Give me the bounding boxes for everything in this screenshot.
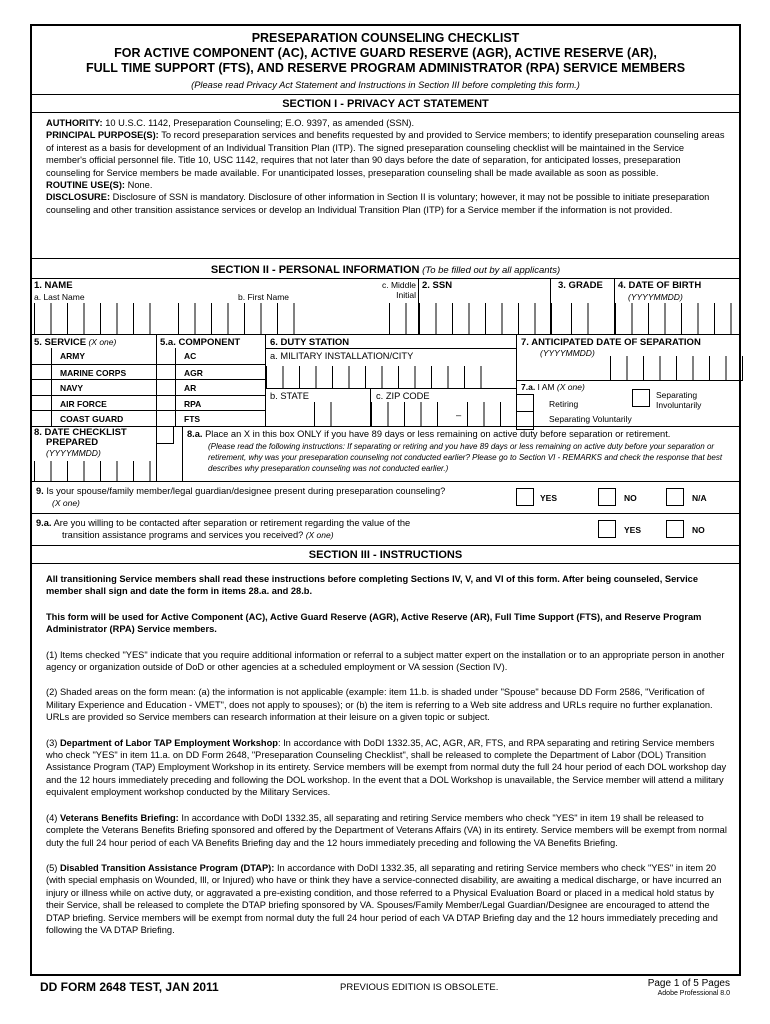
- last-name-field[interactable]: [34, 303, 166, 334]
- obsolete-notice: PREVIOUS EDITION IS OBSOLETE.: [340, 982, 499, 993]
- q9-no-label: NO: [624, 493, 637, 503]
- divider: [32, 94, 739, 95]
- dp-1: 8. DATE CHECKLIST: [34, 427, 127, 438]
- iam-text: I AM: [535, 382, 555, 392]
- service-options: [32, 348, 157, 426]
- iam-num: 7.a.: [521, 382, 536, 392]
- q8a-note: (Please read the following instructions: If separating or retiring and you have 89 days or less remaining on active duty before your separation or retirement, why was your preseparation counseling not conducted earlier? Please go to Section VI - REMARKS and check the response that best describes why preseparation counseling was not conducted earlier.): [208, 442, 723, 473]
- p3-text: : In accordance with DoDI 1332.35, AC, AGR, AR, FTS, and RPA separating and retiring Service members who check "YES" in item 11.a. on DD Form 2648, "Preseparation Counseling Checklist", shall be released to complete the Department of Labor (DOL) Transition Assistance Program (TAP) Employment Workshop in its entirety. Service members will be exempt from normal duty the full 24 hour period of each DOL workshop day and the 12 hours immediately preceding and following the DOL workshop. In the event that a DOL Workshop is unavailable, the Service member will attend a military equivalent employment workshop conducted by the Military Services.: [46, 737, 727, 798]
- page-number: Page 1 of 5 Pages: [647, 978, 730, 989]
- duty-station-label: 6. DUTY STATION: [270, 337, 350, 348]
- mi-2: Initial: [396, 290, 416, 300]
- q9a-label: Are you willing to be contacted after separation or retirement regarding the value of the: [51, 518, 411, 528]
- iam-note: (X one): [554, 382, 585, 392]
- mi-1: c. Middle: [381, 280, 416, 290]
- state-label: b. STATE: [270, 391, 309, 401]
- service-label: AIR FORCE: [60, 398, 107, 409]
- zip-ext-field[interactable]: [467, 402, 516, 426]
- dob-label: 4. DATE OF BIRTH: [618, 280, 702, 291]
- zip-label: c. ZIP CODE: [376, 391, 430, 401]
- divider: [265, 348, 516, 349]
- grade-field[interactable]: [571, 303, 604, 334]
- service-checkbox[interactable]: [32, 396, 52, 411]
- component-checkbox[interactable]: [156, 396, 176, 411]
- component-option: [156, 348, 266, 364]
- component-options: [156, 348, 266, 426]
- component-checkbox[interactable]: [156, 365, 176, 380]
- service-note: (X one): [86, 337, 117, 347]
- service-checkbox[interactable]: [32, 411, 52, 426]
- component-label: RPA: [184, 398, 202, 409]
- instructions-intro: All transitioning Service members shall read these instructions before completing Sections IV, V, and VI of this form. After being counseled, Service member shall sign and date the form in items 28.a. and 28.b.: [46, 574, 698, 597]
- section-3-title: SECTION III - INSTRUCTIONS: [308, 549, 463, 561]
- authority-text: 10 U.S.C. 1142, Preseparation Counseling; E.O. 9397, as amended (SSN).: [102, 118, 415, 128]
- form-subtitle-2: FULL TIME SUPPORT (FTS), AND RESERVE PROGRAM ADMINISTRATOR (RPA) SERVICE MEMBERS: [85, 61, 686, 75]
- component-checkbox[interactable]: [156, 380, 176, 395]
- p5-num: (5): [46, 862, 60, 873]
- grade-label: 3. GRADE: [558, 280, 603, 291]
- component-checkbox[interactable]: [156, 348, 176, 364]
- service-checkbox[interactable]: [32, 380, 52, 395]
- q9-na-checkbox[interactable]: [666, 488, 684, 506]
- q9-na-label: N/A: [692, 493, 707, 503]
- divider: [32, 481, 739, 482]
- q9-text: [36, 485, 445, 497]
- dob-field[interactable]: [615, 303, 743, 334]
- service-checkbox[interactable]: [32, 365, 52, 380]
- divider: [516, 380, 743, 381]
- p4-text: In accordance with DoDI 1332.35, all separating and retiring Service members who check "YES" in item 19 shall be released to complete the Veterans Benefits Briefing sponsored and offered by the Department of Veterans Affairs (VA) in its entirety. Service members will be exempt from normal duty the full 24 hour period of each VA Benefits Briefing day and the 12 hours immediately preceding and following the VA Benefits Briefing.: [46, 812, 727, 848]
- component-option: [156, 395, 266, 411]
- divider: [550, 278, 551, 334]
- divider: [32, 563, 739, 564]
- sep-vol-label: Separating Voluntarily: [549, 414, 632, 424]
- last-name-label: a. Last Name: [34, 292, 85, 302]
- p3-num: (3): [46, 737, 60, 748]
- divider: [32, 258, 739, 259]
- service-label: [34, 337, 116, 348]
- sep-date-field[interactable]: [610, 356, 743, 381]
- first-name-field[interactable]: [178, 303, 310, 334]
- form-note: (Please read Privacy Act Statement and Instructions in Section III before completing this form.): [191, 80, 580, 90]
- software-label: Adobe Professional 8.0: [657, 990, 730, 997]
- component-label: AGR: [184, 367, 203, 378]
- divider: [265, 388, 516, 389]
- q8a-label: Place an X in this box ONLY if you have 89 days or less remaining on active duty before separation or retirement.: [202, 429, 671, 439]
- invol-2: Involuntarily: [656, 400, 702, 410]
- service-option: [32, 364, 157, 380]
- component-label: AR: [184, 383, 197, 394]
- instruction-4: [46, 812, 728, 849]
- q9a-yes-label: YES: [624, 525, 642, 535]
- service-option: [32, 348, 157, 364]
- divider: [32, 278, 739, 279]
- state-field[interactable]: [314, 402, 347, 426]
- date-prepared-label: [34, 428, 127, 458]
- dp-format: (YYYYMMDD): [46, 448, 101, 458]
- invol-1: Separating: [656, 390, 698, 400]
- ssn-label: 2. SSN: [422, 280, 453, 291]
- form-number: DD FORM 2648 TEST, JAN 2011: [40, 980, 219, 994]
- middle-initial-field[interactable]: [389, 303, 407, 334]
- q9a-text-2: [62, 529, 334, 541]
- instruction-5: [46, 862, 728, 936]
- q8a-text: [187, 428, 670, 440]
- q9a-no-label: NO: [692, 525, 705, 535]
- instruction-2: (2) Shaded areas on the form mean: (a) the information is not applicable (example: item 11.b. is shaded under "Spouse" because DD Form 2586, "Verification of Military Experience and Education - VMET", does not apply to spouses); or (b) the item is referring to a Web site address and URLs require no further explanation. URLs are provided so Service members can research information at their leisure on a given topic or subject.: [46, 687, 713, 723]
- separating-involuntarily-checkbox[interactable]: [632, 389, 650, 407]
- privacy-act-text: [46, 117, 726, 216]
- q8a-num: 8.a.: [187, 429, 203, 439]
- q9a-note: (X one): [303, 530, 334, 540]
- service-option: [32, 410, 157, 426]
- form-page: [30, 24, 741, 976]
- disclosure-text: Disclosure of SSN is mandatory. Disclosure of other information in Section II is voluntary; however, it may not be possible to initiate preseparation counseling and other transition assistance services or develop an Individual Transition Plan (ITP) for a Service member if the information is not provided.: [46, 192, 710, 215]
- form-title: PRESEPARATION COUNSELING CHECKLIST: [251, 31, 520, 45]
- i-am-label: [521, 382, 585, 392]
- divider: [32, 545, 739, 546]
- component-label: 5.a. COMPONENT: [160, 337, 241, 348]
- authority-label: AUTHORITY:: [46, 118, 103, 128]
- form-subtitle-1: FOR ACTIVE COMPONENT (AC), ACTIVE GUARD RESERVE (AGR), ACTIVE RESERVE (AR),: [114, 46, 657, 60]
- component-option: [156, 364, 266, 380]
- component-option: [156, 410, 266, 426]
- divider: [32, 513, 739, 514]
- section-2-note: (To be filled out by all applicants): [419, 265, 561, 276]
- service-label-text: 5. SERVICE: [34, 337, 87, 348]
- retiring-checkbox[interactable]: [516, 394, 534, 412]
- date-prepared-field[interactable]: [34, 461, 166, 481]
- service-option: [32, 395, 157, 411]
- divider: [32, 334, 739, 335]
- q9-yes-label: YES: [540, 493, 558, 503]
- name-label: 1. NAME: [34, 280, 73, 291]
- section-2-title: [32, 264, 739, 276]
- retiring-label: Retiring: [549, 399, 579, 409]
- p3-heading: Department of Labor TAP Employment Workshop: [59, 737, 278, 748]
- disclosure-label: DISCLOSURE:: [46, 192, 111, 203]
- first-name-label: b. First Name: [238, 292, 290, 302]
- q9a-yes-checkbox[interactable]: [598, 520, 616, 538]
- service-checkbox[interactable]: [32, 348, 52, 364]
- 89-days-checkbox[interactable]: [156, 426, 174, 444]
- divider: [32, 426, 739, 427]
- q9-yes-checkbox[interactable]: [516, 488, 534, 506]
- p4-num: (4): [46, 812, 60, 823]
- instructions-body: [46, 573, 728, 936]
- service-label: ARMY: [60, 351, 86, 361]
- q9a-num: 9.a.: [36, 518, 52, 528]
- component-label: FTS: [184, 414, 201, 425]
- installation-label: a. MILITARY INSTALLATION/CITY: [270, 351, 414, 361]
- p5-text: In accordance with DoDI 1332.35, all separating and retiring Service members who check "YES" in item 20 (with special emphasis on Wounded, Ill, or Injured) who have or think they have a service-connected disability, are awaiting a medical discharge, or have incurred an injury or illness while on active duty, or aggravated a pre-existing condition, and those referred to a Physical Evaluation Board or placed in a medical hold status by their Service, shall be released to complete the DTAP briefing sponsored by VA. Spouses/Family Member/Legal Guardian/Designee are encouraged to attend the DTAP briefing. Service members will be exempt from normal duty the full 24 hour period of each VA DTAP Briefing day and the 12 hours immediately preceding and following the VA DTAP Briefing.: [46, 862, 722, 935]
- q9-num: 9.: [36, 486, 44, 496]
- instruction-3: [46, 737, 728, 799]
- section-2-title-text: SECTION II - PERSONAL INFORMATION: [210, 264, 420, 276]
- q9-note: (X one): [52, 498, 80, 508]
- service-label: MARINE CORPS: [60, 367, 127, 378]
- zip-dash: –: [456, 410, 462, 420]
- dob-format: (YYYYMMDD): [628, 292, 683, 302]
- p4-heading: Veterans Benefits Briefing:: [59, 812, 179, 823]
- routine-label: ROUTINE USE(S):: [46, 180, 126, 191]
- routine-text: None.: [125, 180, 153, 191]
- instruction-1: (1) Items checked "YES" indicate that you require additional information or referral to a subject matter expert on the installation or to an appropriate person in another agency or organization outside of DoD or other agencies at a scheduled employment or VA session (Section IV).: [46, 649, 725, 673]
- instructions-usage: This form will be used for Active Component (AC), Active Guard Reserve (AGR), Active Reserve (AR), Full Time Support (FTS), and Reserve Program Administrator (RPA) Service members.: [46, 611, 702, 635]
- q9a-no-checkbox[interactable]: [666, 520, 684, 538]
- component-checkbox[interactable]: [156, 411, 176, 426]
- q9-label: Is your spouse/family member/legal guardian/designee present during preseparation counseling?: [43, 486, 446, 496]
- q9-no-checkbox[interactable]: [598, 488, 616, 506]
- service-label: COAST GUARD: [60, 414, 124, 425]
- installation-field[interactable]: [266, 366, 484, 389]
- service-option: [32, 379, 157, 395]
- ssn-field[interactable]: [419, 303, 563, 334]
- zip-field[interactable]: [371, 402, 453, 426]
- sep-date-label: 7. ANTICIPATED DATE OF SEPARATION: [521, 337, 701, 348]
- service-label: NAVY: [60, 383, 83, 394]
- q9a-text: [36, 517, 410, 529]
- divider: [182, 426, 183, 481]
- sep-date-format: (YYYYMMDD): [540, 348, 595, 358]
- divider: [32, 112, 739, 113]
- middle-initial-label: [372, 280, 416, 300]
- purpose-label: PRINCIPAL PURPOSE(S):: [46, 130, 159, 141]
- q9a-label-2: transition assistance programs and services you received?: [62, 530, 304, 540]
- component-label: AC: [184, 351, 197, 361]
- sep-invol-label: [656, 390, 701, 410]
- p5-heading: Disabled Transition Assistance Program (DTAP):: [59, 862, 275, 873]
- section-1-title: SECTION I - PRIVACY ACT STATEMENT: [282, 98, 489, 110]
- dp-2: PREPARED: [46, 437, 99, 448]
- component-option: [156, 379, 266, 395]
- purpose-text: To record preseparation services and benefits requested by and provided to Service members; to identify preseparation counseling areas of interest as a basis for development of an Individual Transition Plan (ITP). The signed preseparation counseling checklist will be maintained in the Service member's official personnel file. Title 10, USC 1142, requires that not later than 90 days before the date of separation, for anticipated losses, preseparation counseling for Service members be made available. For unanticipated losses, preseparation counseling shall be made available as soon as possible.: [46, 130, 725, 178]
